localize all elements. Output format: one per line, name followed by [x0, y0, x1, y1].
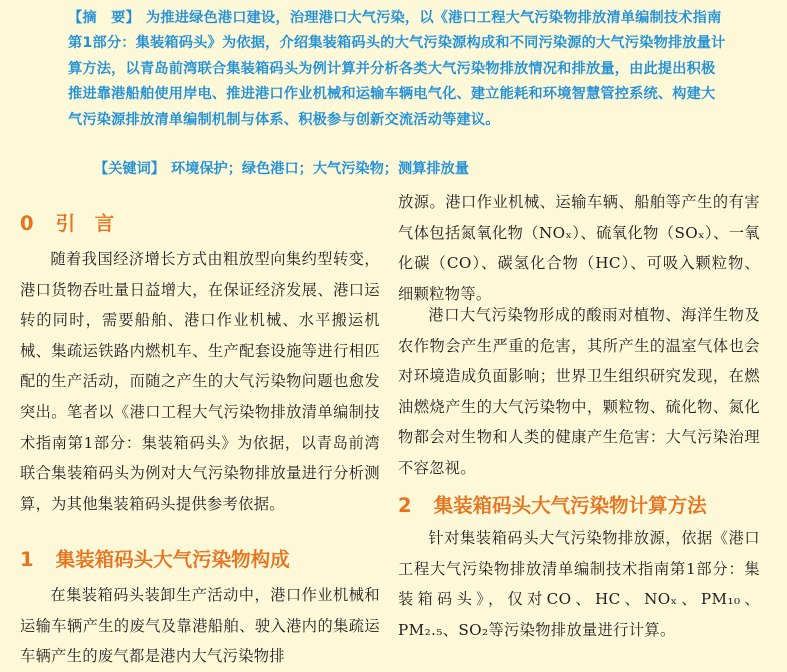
s1-continued-paragraph: 放源。港口作业机械、运输车辆、船舶等产生的有害气体包括氮氧化物（NOₓ）、硫氧化物（SOₓ）、一氧化碳（CO）、碳氢化合物（HC）、可吸入颗粒物、细颗粒物等。	[398, 193, 760, 303]
abstract-text: 为推进绿色港口建设，治理港口大气污染，以《港口工程大气污染物排放清单编制技术指南第1部分：集装箱码头》为依据，介绍集装箱码头的大气污染源构成和不同污染源的大气污染物排放量计算方法，以青岛前湾联合集装箱码头为例计算并分析各类大气污染物排放情况和排放量，由此提出积极推进靠港船舶使用岸电、推进港口作业机械和运输车辆电气化、建立能耗和环境智慧管控系统、构建大气污染源排放清单编制机制与体系、积极参与创新交流活动等建议。	[68, 10, 726, 128]
keywords-label: 【关键词】	[94, 161, 165, 177]
section-title: 引 言	[55, 212, 115, 235]
keywords	[94, 158, 734, 178]
section-number: 1	[20, 548, 34, 571]
abstract	[68, 6, 728, 133]
harm-paragraph: 港口大气污染物形成的酸雨对植物、海洋生物及农作物会产生严重的危害，其所产生的温室气体也会对环境造成负面影响；世界卫生组织研究发现，在燃油燃烧产生的大气污染物中，颗粒物、硫化物、氮化物都会对生物和人类的健康产生危害：大气污染治理不容忽视。	[398, 306, 760, 477]
s2-paragraph: 针对集装箱码头大气污染物排放源，依据《港口工程大气污染物排放清单编制技术指南第1部分：集装箱码头》，仅对CO、HC、NOₓ、PM₁₀、PM₂.₅、SO₂等污染物排放量进行计算。	[398, 529, 760, 639]
keywords-text: 环境保护；绿色港口；大气污染物；测算排放量	[170, 161, 469, 177]
s1-paragraph: 在集装箱码头装卸生产活动中，港口作业机械和运输车辆产生的废气及靠港船舶、驶入港内的集疏运车辆产生的废气都是港内大气污染物排	[20, 586, 380, 666]
section-number: 0	[20, 212, 34, 235]
abstract-label: 【摘 要】	[68, 10, 140, 26]
intro-paragraph: 随着我国经济增长方式由粗放型向集约型转变，港口货物吞吐量日益增大，在保证经济发展、港口运转的同时，需要船舶、港口作业机械、水平搬运机械、集疏运铁路内燃机车、生产配套设施等进行相匹配的生产活动，而随之产生的大气污染物问题也愈发突出。笔者以《港口工程大气污染物排放清单编制技术指南第1部分：集装箱码头》为依据，以青岛前湾联合集装箱码头为例对大气污染物排放量进行分析测算，为其他集装箱码头提供参考依据。	[20, 250, 380, 513]
section-title: 集装箱码头大气污染物构成	[55, 548, 290, 571]
section-2-heading	[398, 490, 707, 518]
section-title: 集装箱码头大气污染物计算方法	[433, 494, 707, 517]
section-number: 2	[398, 494, 412, 517]
section-0-heading	[20, 208, 114, 236]
section-1-heading	[20, 544, 290, 572]
